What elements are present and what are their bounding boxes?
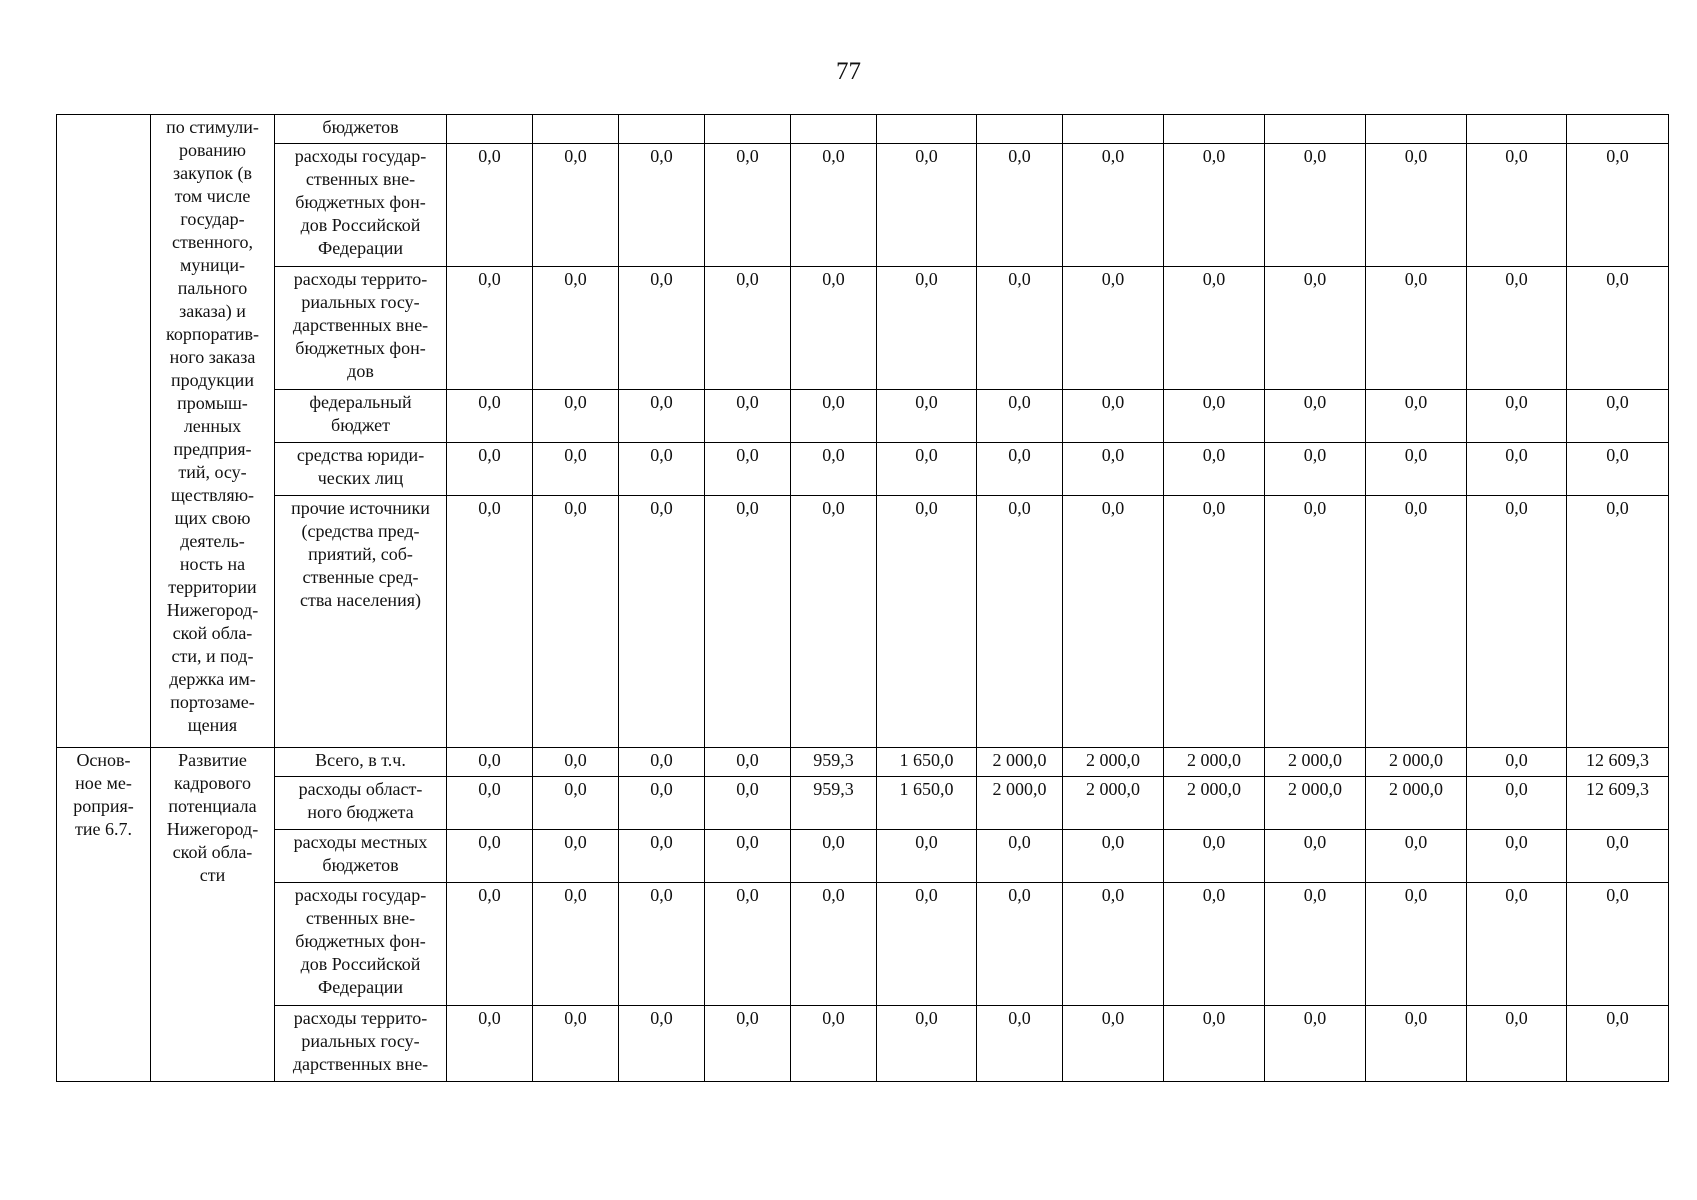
value-cell: 0,0 bbox=[977, 267, 1063, 390]
value-cell: 0,0 bbox=[1366, 443, 1467, 496]
funding-source-cell: расходы террито- риальных госу- дарственных вне- bbox=[275, 1006, 447, 1082]
value-cell: 2 000,0 bbox=[1164, 777, 1265, 830]
value-cell: 0,0 bbox=[1366, 1006, 1467, 1082]
value-cell: 959,3 bbox=[791, 748, 877, 777]
value-cell: 0,0 bbox=[1063, 830, 1164, 883]
value-cell: 0,0 bbox=[705, 883, 791, 1006]
value-cell: 0,0 bbox=[791, 144, 877, 267]
value-cell: 0,0 bbox=[533, 777, 619, 830]
value-cell: 0,0 bbox=[1567, 883, 1669, 1006]
value-cell: 0,0 bbox=[447, 748, 533, 777]
funding-source-cell: расходы государ- ственных вне- бюджетных фон- дов Российской Федерации bbox=[275, 883, 447, 1006]
value-cell: 12 609,3 bbox=[1567, 748, 1669, 777]
funding-source-cell: прочие источники (средства пред- приятий, соб- ственные сред- ства населения) bbox=[275, 496, 447, 748]
table-row bbox=[57, 390, 1669, 443]
funding-source-cell: расходы област- ного бюджета bbox=[275, 777, 447, 830]
value-cell: 0,0 bbox=[977, 883, 1063, 1006]
value-cell: 0,0 bbox=[447, 777, 533, 830]
value-cell: 0,0 bbox=[533, 1006, 619, 1082]
value-cell bbox=[1063, 115, 1164, 144]
value-cell: 0,0 bbox=[705, 267, 791, 390]
funding-source-cell: Всего, в т.ч. bbox=[275, 748, 447, 777]
value-cell: 0,0 bbox=[877, 390, 977, 443]
value-cell: 0,0 bbox=[1467, 830, 1567, 883]
value-cell: 0,0 bbox=[1567, 144, 1669, 267]
value-cell: 0,0 bbox=[1265, 390, 1366, 443]
value-cell: 0,0 bbox=[705, 390, 791, 443]
funding-source-cell: бюджетов bbox=[275, 115, 447, 144]
value-cell: 0,0 bbox=[977, 496, 1063, 748]
value-cell: 0,0 bbox=[1063, 267, 1164, 390]
value-cell: 0,0 bbox=[705, 777, 791, 830]
value-cell: 0,0 bbox=[447, 496, 533, 748]
value-cell: 0,0 bbox=[1366, 267, 1467, 390]
value-cell: 0,0 bbox=[533, 748, 619, 777]
value-cell bbox=[977, 115, 1063, 144]
table-row bbox=[57, 777, 1669, 830]
value-cell: 12 609,3 bbox=[1567, 777, 1669, 830]
value-cell: 0,0 bbox=[619, 830, 705, 883]
value-cell bbox=[877, 115, 977, 144]
value-cell: 0,0 bbox=[1366, 883, 1467, 1006]
value-cell: 0,0 bbox=[447, 1006, 533, 1082]
value-cell: 0,0 bbox=[877, 443, 977, 496]
value-cell: 0,0 bbox=[619, 496, 705, 748]
table-row bbox=[57, 144, 1669, 267]
value-cell: 0,0 bbox=[791, 496, 877, 748]
funding-source-cell: расходы государ- ственных вне- бюджетных фон- дов Российской Федерации bbox=[275, 144, 447, 267]
value-cell: 0,0 bbox=[791, 883, 877, 1006]
value-cell: 0,0 bbox=[1567, 496, 1669, 748]
value-cell: 0,0 bbox=[1265, 443, 1366, 496]
value-cell: 2 000,0 bbox=[1164, 748, 1265, 777]
value-cell: 0,0 bbox=[977, 830, 1063, 883]
value-cell: 0,0 bbox=[1265, 1006, 1366, 1082]
value-cell: 0,0 bbox=[1063, 390, 1164, 443]
value-cell: 0,0 bbox=[1063, 144, 1164, 267]
value-cell: 0,0 bbox=[791, 443, 877, 496]
value-cell: 0,0 bbox=[791, 1006, 877, 1082]
funding-source-cell: федеральный бюджет bbox=[275, 390, 447, 443]
value-cell: 0,0 bbox=[1265, 267, 1366, 390]
value-cell: 0,0 bbox=[705, 748, 791, 777]
value-cell: 0,0 bbox=[705, 443, 791, 496]
value-cell: 0,0 bbox=[705, 144, 791, 267]
table-row bbox=[57, 267, 1669, 390]
value-cell: 0,0 bbox=[1467, 777, 1567, 830]
value-cell: 0,0 bbox=[791, 830, 877, 883]
value-cell: 0,0 bbox=[533, 144, 619, 267]
value-cell: 2 000,0 bbox=[1265, 777, 1366, 830]
value-cell bbox=[619, 115, 705, 144]
value-cell: 2 000,0 bbox=[1265, 748, 1366, 777]
value-cell: 0,0 bbox=[533, 267, 619, 390]
value-cell: 0,0 bbox=[1063, 443, 1164, 496]
table-row bbox=[57, 1006, 1669, 1082]
value-cell: 0,0 bbox=[1366, 830, 1467, 883]
value-cell: 2 000,0 bbox=[1366, 748, 1467, 777]
table-row bbox=[57, 830, 1669, 883]
value-cell: 0,0 bbox=[1164, 390, 1265, 443]
value-cell: 0,0 bbox=[977, 390, 1063, 443]
table-row bbox=[57, 748, 1669, 777]
value-cell: 0,0 bbox=[1366, 390, 1467, 443]
value-cell: 0,0 bbox=[533, 830, 619, 883]
value-cell bbox=[1467, 115, 1567, 144]
activity-name-cell: по стимули- рованию закупок (в том числе государ- ственного, муници- пального заказа) и корпоратив- ного заказа продукции промыш- ленных предприя- тий, осу- ществляю- щих свою деятель- ность на территории Нижегород- ской обла- сти, и под- держка им- портозаме- щения bbox=[151, 115, 275, 748]
value-cell: 0,0 bbox=[533, 390, 619, 443]
value-cell bbox=[447, 115, 533, 144]
funding-source-cell: расходы террито- риальных госу- дарственных вне- бюджетных фон- дов bbox=[275, 267, 447, 390]
value-cell: 0,0 bbox=[705, 1006, 791, 1082]
value-cell: 0,0 bbox=[1467, 267, 1567, 390]
activity-code-cell: Основ- ное ме- роприя- тие 6.7. bbox=[57, 748, 151, 1082]
value-cell: 0,0 bbox=[447, 883, 533, 1006]
table-row bbox=[57, 496, 1669, 748]
value-cell: 0,0 bbox=[1164, 496, 1265, 748]
value-cell: 0,0 bbox=[877, 496, 977, 748]
value-cell: 0,0 bbox=[1366, 496, 1467, 748]
value-cell: 0,0 bbox=[447, 390, 533, 443]
value-cell: 0,0 bbox=[533, 883, 619, 1006]
value-cell bbox=[705, 115, 791, 144]
budget-table bbox=[56, 114, 1669, 1082]
funding-source-cell: средства юриди- ческих лиц bbox=[275, 443, 447, 496]
value-cell: 959,3 bbox=[791, 777, 877, 830]
value-cell: 0,0 bbox=[1467, 883, 1567, 1006]
value-cell: 0,0 bbox=[1467, 443, 1567, 496]
value-cell: 0,0 bbox=[619, 748, 705, 777]
activity-name-cell: Развитие кадрового потенциала Нижегород- ской обла- сти bbox=[151, 748, 275, 1082]
value-cell: 0,0 bbox=[977, 443, 1063, 496]
value-cell bbox=[1366, 115, 1467, 144]
value-cell: 0,0 bbox=[447, 267, 533, 390]
value-cell: 0,0 bbox=[791, 390, 877, 443]
value-cell: 0,0 bbox=[619, 1006, 705, 1082]
value-cell: 0,0 bbox=[877, 830, 977, 883]
value-cell: 0,0 bbox=[877, 1006, 977, 1082]
value-cell: 2 000,0 bbox=[1063, 777, 1164, 830]
value-cell: 0,0 bbox=[1567, 830, 1669, 883]
value-cell: 0,0 bbox=[1063, 496, 1164, 748]
value-cell: 0,0 bbox=[1265, 830, 1366, 883]
value-cell: 0,0 bbox=[705, 496, 791, 748]
value-cell: 1 650,0 bbox=[877, 777, 977, 830]
value-cell: 0,0 bbox=[1467, 1006, 1567, 1082]
value-cell: 0,0 bbox=[619, 144, 705, 267]
value-cell: 0,0 bbox=[1467, 144, 1567, 267]
value-cell: 0,0 bbox=[1567, 1006, 1669, 1082]
value-cell: 0,0 bbox=[877, 267, 977, 390]
value-cell: 0,0 bbox=[1164, 1006, 1265, 1082]
value-cell: 0,0 bbox=[1567, 443, 1669, 496]
value-cell: 0,0 bbox=[705, 830, 791, 883]
value-cell: 0,0 bbox=[1164, 443, 1265, 496]
value-cell: 0,0 bbox=[1063, 883, 1164, 1006]
value-cell bbox=[1265, 115, 1366, 144]
value-cell: 0,0 bbox=[877, 144, 977, 267]
value-cell: 0,0 bbox=[1467, 390, 1567, 443]
value-cell bbox=[1567, 115, 1669, 144]
value-cell: 0,0 bbox=[619, 267, 705, 390]
value-cell bbox=[791, 115, 877, 144]
value-cell: 0,0 bbox=[791, 267, 877, 390]
value-cell: 0,0 bbox=[1366, 144, 1467, 267]
value-cell: 0,0 bbox=[1265, 883, 1366, 1006]
value-cell: 0,0 bbox=[619, 390, 705, 443]
value-cell: 0,0 bbox=[1164, 267, 1265, 390]
value-cell: 2 000,0 bbox=[1366, 777, 1467, 830]
value-cell: 0,0 bbox=[1567, 267, 1669, 390]
value-cell: 0,0 bbox=[1063, 1006, 1164, 1082]
value-cell: 0,0 bbox=[1265, 144, 1366, 267]
table-row bbox=[57, 443, 1669, 496]
value-cell: 0,0 bbox=[447, 144, 533, 267]
value-cell: 0,0 bbox=[1265, 496, 1366, 748]
activity-code-cell bbox=[57, 115, 151, 748]
value-cell: 0,0 bbox=[619, 777, 705, 830]
value-cell: 0,0 bbox=[1467, 748, 1567, 777]
value-cell: 0,0 bbox=[977, 144, 1063, 267]
value-cell: 0,0 bbox=[877, 883, 977, 1006]
page-number: 77 bbox=[836, 58, 861, 85]
value-cell bbox=[533, 115, 619, 144]
value-cell: 0,0 bbox=[447, 443, 533, 496]
table-row bbox=[57, 115, 1669, 144]
value-cell: 0,0 bbox=[533, 496, 619, 748]
value-cell: 0,0 bbox=[533, 443, 619, 496]
funding-source-cell: расходы местных бюджетов bbox=[275, 830, 447, 883]
value-cell bbox=[1164, 115, 1265, 144]
value-cell: 1 650,0 bbox=[877, 748, 977, 777]
value-cell: 0,0 bbox=[1567, 390, 1669, 443]
value-cell: 2 000,0 bbox=[1063, 748, 1164, 777]
value-cell: 0,0 bbox=[619, 443, 705, 496]
table-row bbox=[57, 883, 1669, 1006]
value-cell: 2 000,0 bbox=[977, 777, 1063, 830]
value-cell: 0,0 bbox=[1467, 496, 1567, 748]
value-cell: 0,0 bbox=[619, 883, 705, 1006]
value-cell: 0,0 bbox=[1164, 144, 1265, 267]
value-cell: 2 000,0 bbox=[977, 748, 1063, 777]
value-cell: 0,0 bbox=[1164, 883, 1265, 1006]
value-cell: 0,0 bbox=[977, 1006, 1063, 1082]
value-cell: 0,0 bbox=[1164, 830, 1265, 883]
value-cell: 0,0 bbox=[447, 830, 533, 883]
